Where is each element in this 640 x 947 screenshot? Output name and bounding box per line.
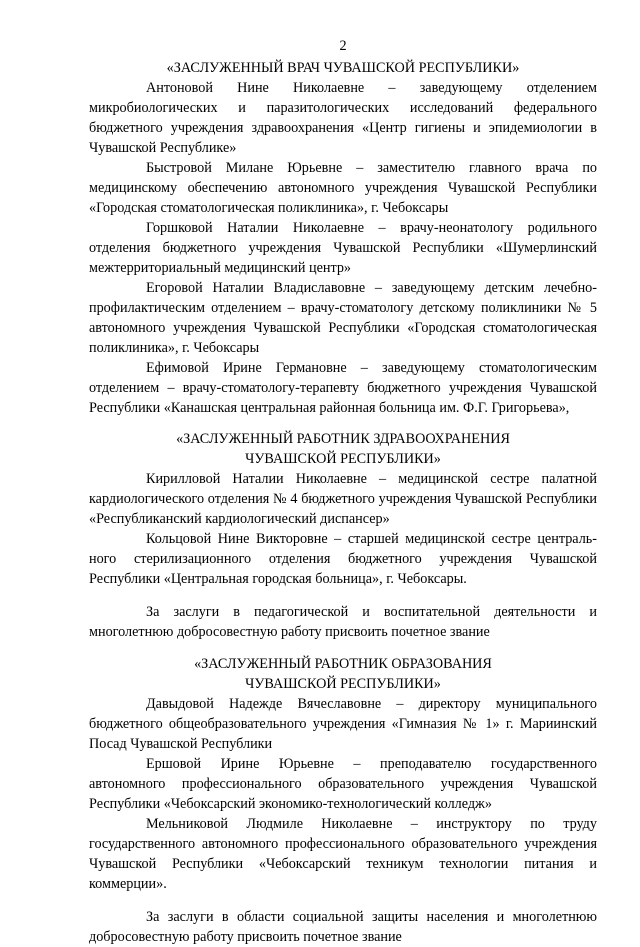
document-page	[89, 36, 597, 947]
page-number: 2	[339, 38, 347, 54]
award-entry: Ефимовой Ирине Германовне – заведующему стоматологическим отделением – врачу-стоматологу-терапевту бюджетного учреждения Чувашской Республики «Канашская центральная районная больница им. Ф.Г. Григорьева»,	[89, 360, 597, 416]
section-spacer	[89, 589, 597, 602]
title-honored-education-worker-line2: ЧУВАШСКОЙ РЕСПУБЛИКИ»	[245, 676, 441, 692]
section-spacer	[89, 642, 597, 654]
award-entry: Быстровой Милане Юрьевне – заместителю главного врача по медицинскому обеспечению автономного учреждения Чувашской Республики «Городская стоматологическая поликлиника», г. Чебоксары	[89, 160, 597, 216]
section-spacer	[89, 894, 597, 907]
title-honored-health-worker-line2: ЧУВАШСКОЙ РЕСПУБЛИКИ»	[245, 451, 441, 467]
decree-intro-education: За заслуги в педагогической и воспитательной деятельности и многолетнюю добросовестную работу присвоить почетное звание	[89, 604, 597, 640]
section-spacer	[89, 418, 597, 429]
award-entry: Кольцовой Нине Викторовне – старшей медицинской сестре центрального стерилизационного отделения бюджетного учреждения Чувашской Республики «Центральная городская больница», г. Чебоксары.	[89, 531, 597, 587]
award-entry: Антоновой Нине Николаевне – заведующему отделением микробиологических и паразитологических исследований федерального бюджетного учреждения здравоохранения «Центр гигиены и эпидемиологии в Чувашской Республике»	[89, 80, 597, 156]
award-entry: Давыдовой Надежде Вячеславовне – директору муниципального бюджетного общеобразовательного учреждения «Гимназия № 1» г. Мариинский Посад Чувашской Республики	[89, 696, 597, 752]
title-honored-doctor: «ЗАСЛУЖЕННЫЙ ВРАЧ ЧУВАШСКОЙ РЕСПУБЛИКИ»	[166, 60, 520, 76]
decree-intro-social-protection: За заслуги в области социальной защиты населения и многолетнюю добросовестную работу присвоить почетное звание	[89, 909, 597, 945]
award-entry: Кирилловой Наталии Николаевне – медицинской сестре палатной кардиологического отделения № 4 бюджетного учреждения Чувашской Республики «Республиканский кардиологический диспансер»	[89, 471, 597, 527]
award-entry: Егоровой Наталии Владиславовне – заведующему детским лечебно-профилактическим отделением – врачу-стоматологу детскому поликлиники № 5 автономного учреждения Чувашской Республики «Городская стоматологическая поликлиника», г. Чебоксары	[89, 280, 597, 356]
award-entry: Горшковой Наталии Николаевне – врачу-неонатологу родильного отделения бюджетного учреждения Чувашской Республики «Шумерлинский межтерриториальный медицинский центр»	[89, 220, 597, 276]
title-honored-health-worker-line1: «ЗАСЛУЖЕННЫЙ РАБОТНИК ЗДРАВООХРАНЕНИЯ	[176, 431, 510, 447]
award-entry: Ершовой Ирине Юрьевне – преподавателю государственного автономного профессионального образовательного учреждения Чувашской Республики «Чебоксарский экономико-технологический колледж»	[89, 756, 597, 812]
title-honored-education-worker-line1: «ЗАСЛУЖЕННЫЙ РАБОТНИК ОБРАЗОВАНИЯ	[194, 656, 492, 672]
award-entry: Мельниковой Людмиле Николаевне – инструктору по труду государственного автономного профессионального образовательного учреждения Чувашской Республики «Чебоксарский техникум технологии питания и коммерции».	[89, 816, 597, 892]
